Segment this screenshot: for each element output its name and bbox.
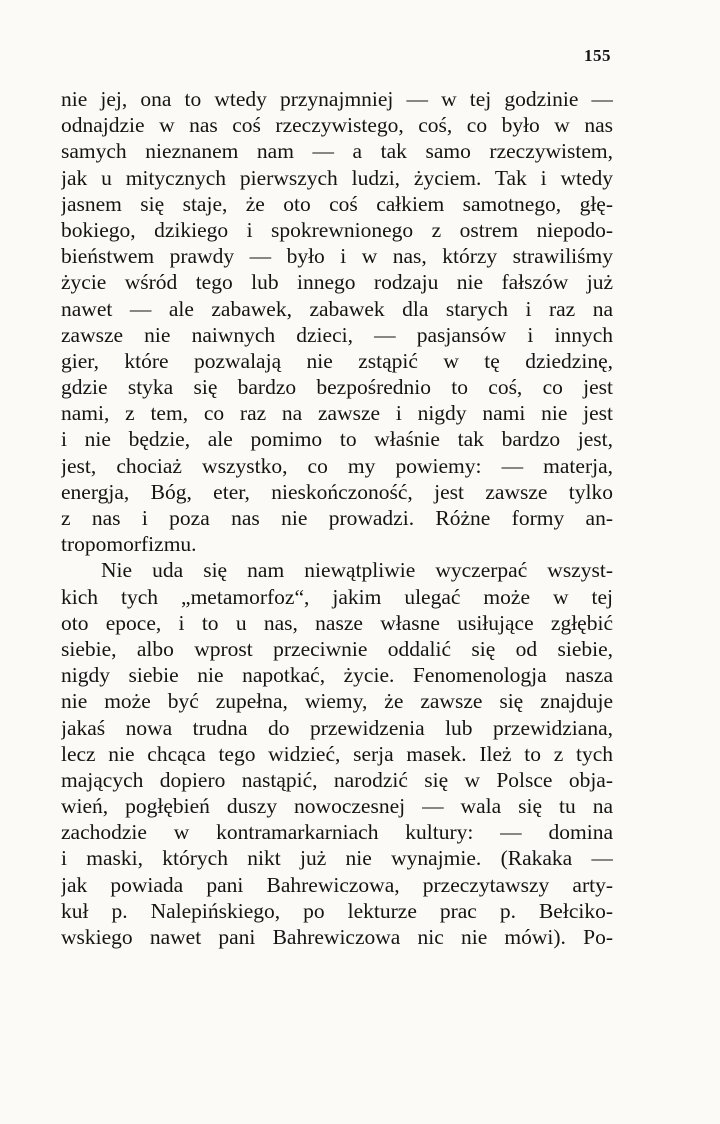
- text-line: życie wśród tego lub innego rodzaju nie fałszów już: [61, 270, 613, 295]
- text-line: bokiego, dzikiego i spokrewnionego z ostrem niepodo-: [61, 217, 613, 242]
- text-line: wskiego nawet pani Bahrewiczowa nic nie mówi). Po-: [61, 925, 613, 949]
- text-line: nami, z tem, co raz na zawsze i nigdy nami nie jest: [61, 401, 613, 426]
- text-line: nie jej, ona to wtedy przynajmniej — w tej godzinie —: [61, 87, 613, 111]
- text-line: z nas i poza nas nie prowadzi. Różne formy an-: [61, 506, 613, 530]
- page-number: 155: [584, 46, 611, 65]
- text-line: nie może być zupełna, wiemy, że zawsze się znajduje: [61, 689, 613, 714]
- text-line: siebie, albo wprost przeciwnie oddalić się od siebie,: [61, 636, 613, 661]
- text-line: tropomorfizmu.: [61, 532, 197, 557]
- text-line: kich tych „metamorfoz“, jakim ulegać może w tej: [61, 584, 613, 609]
- text-line: wień, pogłębień duszy nowoczesnej — wala się tu na: [61, 794, 613, 819]
- text-line: zawsze nie naiwnych dzieci, — pasjansów i innych: [61, 322, 613, 347]
- text-line: jest, chociaż wszystko, co my powiemy: — materja,: [61, 453, 613, 478]
- text-line: nawet — ale zabawek, zabawek dla starych i raz na: [61, 296, 613, 321]
- text-line: odnajdzie w nas coś rzeczywistego, coś, co było w nas: [61, 113, 613, 138]
- text-line: kuł p. Nalepińskiego, po lekturze prac p. Bełciko-: [61, 898, 613, 923]
- text-line: zachodzie w kontramarkarniach kultury: — domina: [61, 820, 613, 845]
- text-line: energja, Bóg, eter, nieskończoność, jest zawsze tylko: [61, 479, 613, 504]
- text-line: Nie uda się nam niewątpliwie wyczerpać wszyst-: [101, 558, 613, 583]
- text-line: jak u mitycznych pierwszych ludzi, życiem. Tak i wtedy: [61, 165, 613, 190]
- body-text: [61, 86, 613, 950]
- text-line: jak powiada pani Bahrewiczowa, przeczytawszy arty-: [61, 872, 613, 897]
- text-line: bieństwem prawdy — było i w nas, którzy strawiliśmy: [61, 244, 613, 269]
- text-line: samych nieznanem nam — a tak samo rzeczywistem,: [61, 139, 613, 164]
- text-line: gier, które pozwalają nie zstąpić w tę dziedzinę,: [61, 348, 613, 373]
- text-line: lecz nie chcąca tego widzieć, serja masek. Ileż to z tych: [61, 741, 613, 766]
- text-line: mających dopiero nastąpić, narodzić się w Polsce obja-: [61, 767, 613, 792]
- text-line: jasnem się staje, że oto coś całkiem samotnego, głę-: [61, 191, 613, 216]
- text-line: gdzie styka się bardzo bezpośrednio to coś, co jest: [61, 375, 613, 400]
- text-line: nigdy siebie nie napotkać, życie. Fenomenologja nasza: [61, 663, 613, 688]
- text-line: i maski, których nikt już nie wynajmie. (Rakaka —: [61, 846, 613, 871]
- text-line: i nie będzie, ale pomimo to właśnie tak bardzo jest,: [61, 427, 613, 452]
- text-line: jakaś nowa trudna do przewidzenia lub przewidziana,: [61, 715, 613, 740]
- text-line: oto epoce, i to u nas, nasze własne usiłujące zgłębić: [61, 610, 613, 635]
